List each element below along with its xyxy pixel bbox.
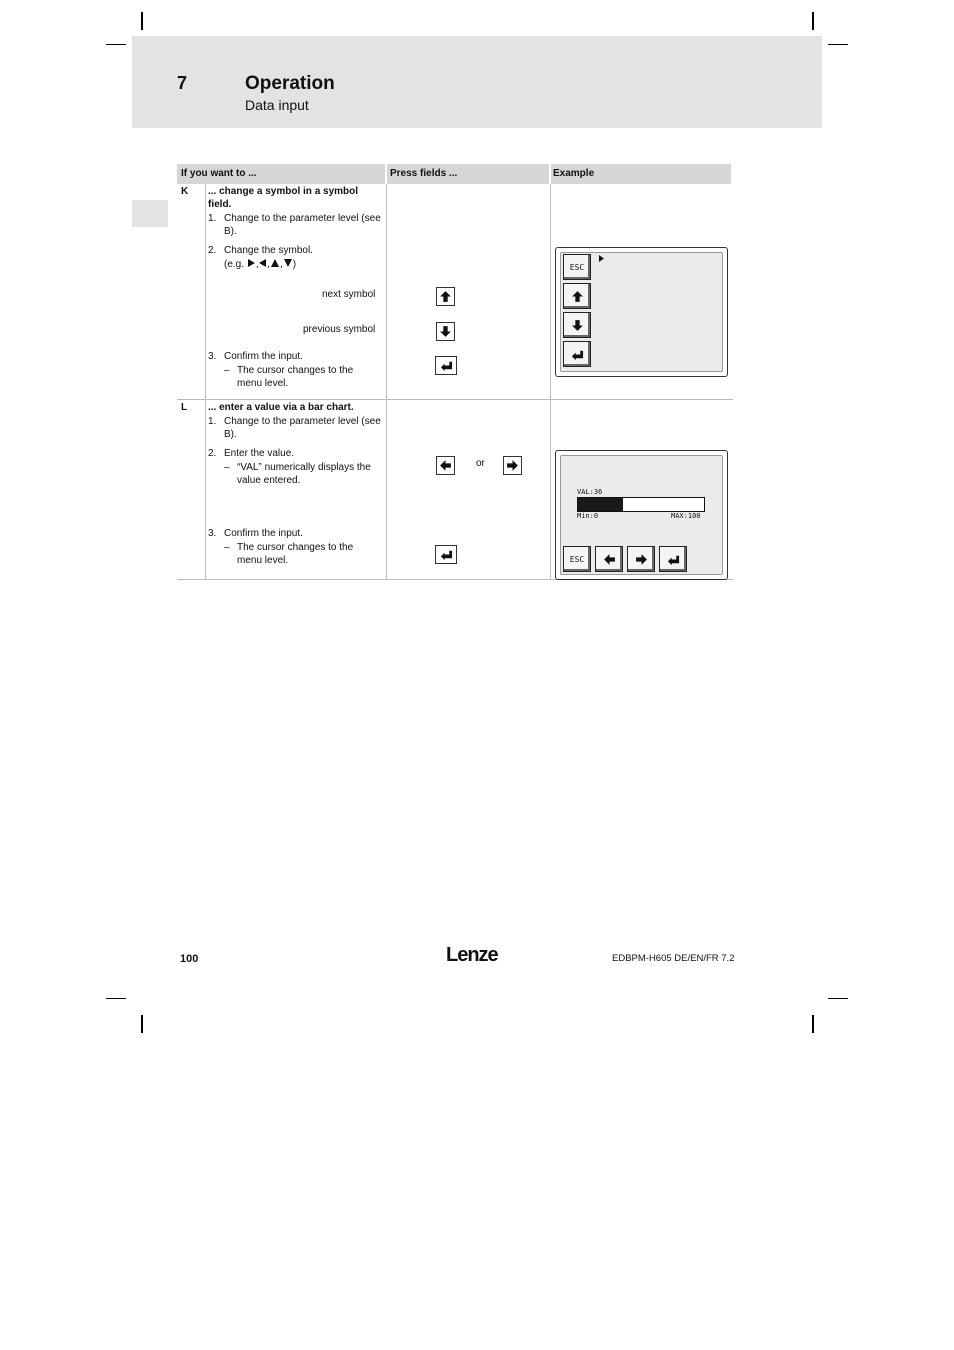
crop-mark xyxy=(141,12,143,30)
enter-icon xyxy=(571,348,584,361)
column-header-want: If you want to ... xyxy=(177,164,385,184)
arrow-left-icon xyxy=(439,459,452,472)
crop-mark xyxy=(812,12,814,30)
max-label: MAX:100 xyxy=(671,512,701,520)
min-label: Min:0 xyxy=(577,512,599,520)
chapter-title: Operation xyxy=(245,73,335,94)
chapter-number: 7 xyxy=(177,73,188,93)
right-arrow-key[interactable] xyxy=(503,456,522,475)
value-readout: VAL:36 xyxy=(577,488,603,496)
symbol-cursor-icon xyxy=(598,255,605,262)
esc-softkey[interactable]: ESC xyxy=(563,546,591,572)
column-header-press: Press fields ... xyxy=(387,164,549,184)
row-l-dash: – xyxy=(224,462,230,473)
svg-text:,: , xyxy=(255,260,259,268)
table-divider xyxy=(386,184,387,579)
crop-mark xyxy=(106,44,126,45)
arrow-up-icon xyxy=(439,290,452,303)
row-k-step3-note: The cursor changes to the menu level. xyxy=(237,365,354,389)
table-divider xyxy=(550,184,551,579)
row-k-step3-number: 3. xyxy=(208,351,217,362)
brand-logo: Lenze xyxy=(446,944,498,966)
document-id: EDBPM-H605 DE/EN/FR 7.2 xyxy=(612,953,735,964)
enter-icon xyxy=(667,553,680,566)
left-softkey[interactable] xyxy=(595,546,623,572)
row-l-step2-note: “VAL” numerically displays the value entered. xyxy=(237,462,371,486)
bar-chart-track xyxy=(577,497,705,512)
row-k-step3: Confirm the input. xyxy=(224,351,303,362)
svg-text:,: , xyxy=(279,260,283,268)
crop-mark xyxy=(828,998,848,999)
esc-softkey[interactable]: ESC xyxy=(563,254,591,280)
enter-softkey[interactable] xyxy=(659,546,687,572)
enter-key[interactable] xyxy=(435,545,457,564)
side-tab xyxy=(132,200,168,227)
arrow-left-icon xyxy=(603,553,616,566)
row-l-step1-number: 1. xyxy=(208,416,217,427)
row-l-dash: – xyxy=(224,542,230,553)
crop-mark xyxy=(106,998,126,999)
enter-key[interactable] xyxy=(435,356,457,375)
left-arrow-key[interactable] xyxy=(436,456,455,475)
arrow-up-icon xyxy=(571,290,584,303)
arrow-down-icon xyxy=(571,319,584,332)
row-l-step3-note: The cursor changes to the menu level. xyxy=(237,542,354,566)
example-display-l xyxy=(555,450,728,580)
row-k-dash: – xyxy=(224,365,230,376)
row-l-title: ... enter a value via a bar chart. xyxy=(208,402,354,413)
table-divider xyxy=(205,184,206,579)
arrow-right-icon xyxy=(635,553,648,566)
page-number: 100 xyxy=(180,953,199,965)
row-k-title: ... change a symbol in a symbol field. xyxy=(208,186,359,210)
label-previous-symbol: previous symbol xyxy=(303,324,376,335)
bar-chart-fill xyxy=(578,498,623,511)
display-screen xyxy=(560,455,723,575)
example-display-k xyxy=(555,247,728,377)
label-next-symbol: next symbol xyxy=(322,289,376,300)
crop-mark xyxy=(812,1015,814,1033)
row-l-step1: Change to the parameter level (see B). xyxy=(224,416,381,440)
arrow-down-icon xyxy=(439,325,452,338)
svg-text:,: , xyxy=(266,260,270,268)
down-softkey[interactable] xyxy=(563,312,591,338)
row-k-step2-number: 2. xyxy=(208,245,217,256)
display-screen xyxy=(560,252,723,372)
row-l-step3: Confirm the input. xyxy=(224,528,303,539)
enter-icon xyxy=(440,548,453,561)
down-arrow-key[interactable] xyxy=(436,322,455,341)
row-l-step3-number: 3. xyxy=(208,528,217,539)
crop-mark xyxy=(828,44,848,45)
row-k-step2-example: (e.g. , , , ) xyxy=(224,259,297,270)
or-label: or xyxy=(476,458,485,469)
up-arrow-key[interactable] xyxy=(436,287,455,306)
row-k-step2: Change the symbol. xyxy=(224,245,313,256)
row-key-k: K xyxy=(181,186,189,197)
enter-softkey[interactable] xyxy=(563,341,591,367)
row-l-step2: Enter the value. xyxy=(224,448,295,459)
chapter-subtitle: Data input xyxy=(245,97,309,113)
row-k-step1-number: 1. xyxy=(208,213,217,224)
row-key-l: L xyxy=(181,402,188,413)
crop-mark xyxy=(141,1015,143,1033)
chapter-header xyxy=(132,36,822,128)
arrow-right-icon xyxy=(506,459,519,472)
enter-icon xyxy=(440,359,453,372)
right-softkey[interactable] xyxy=(627,546,655,572)
row-k-step1: Change to the parameter level (see B). xyxy=(224,213,381,237)
column-header-example: Example xyxy=(551,164,731,184)
direction-symbols-icon xyxy=(247,258,293,268)
up-softkey[interactable] xyxy=(563,283,591,309)
table-divider xyxy=(177,399,733,400)
row-l-step2-number: 2. xyxy=(208,448,217,459)
